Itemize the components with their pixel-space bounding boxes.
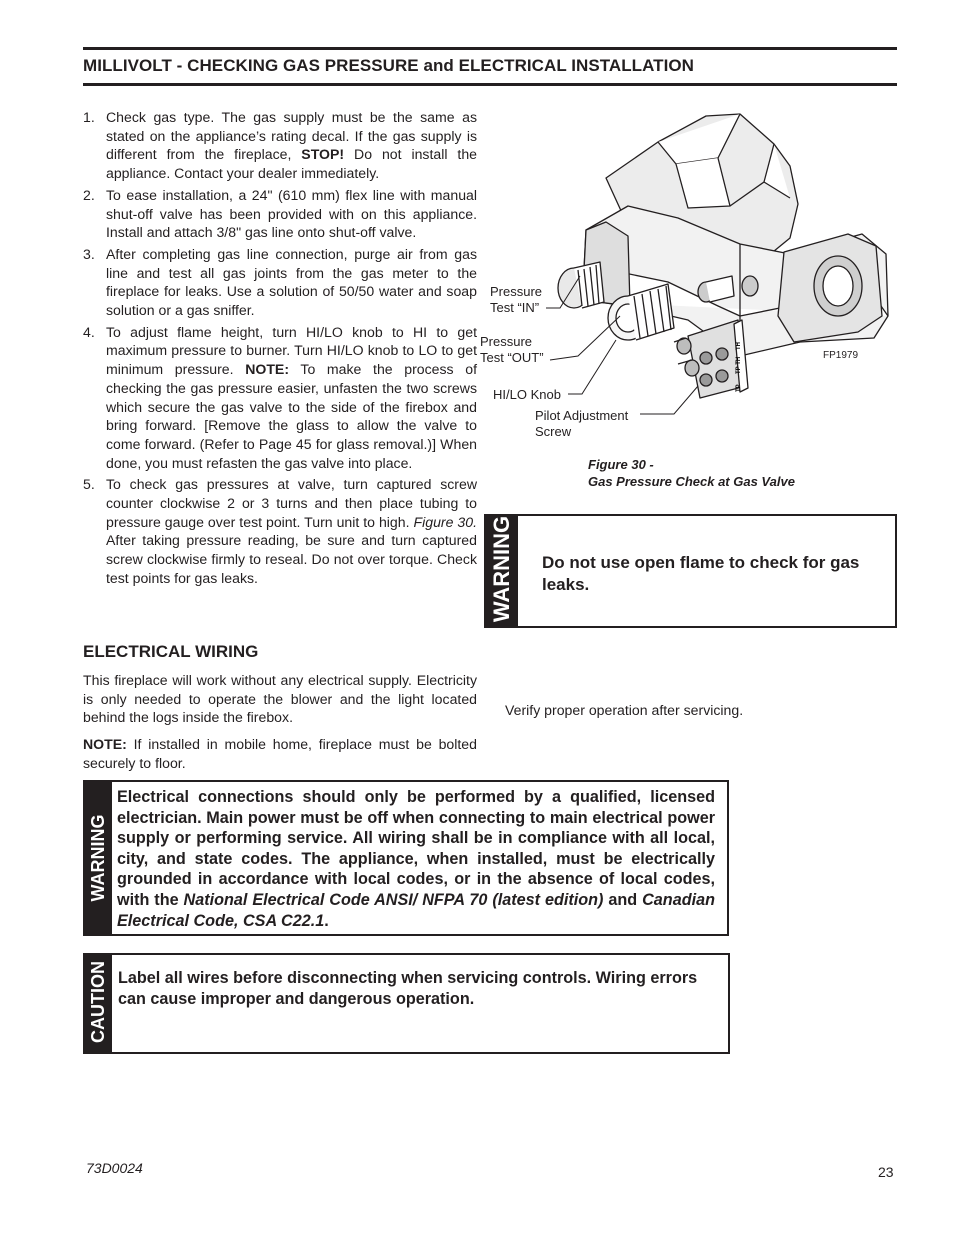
terminal-label: TH xyxy=(736,342,742,350)
electrical-note xyxy=(83,735,477,772)
step-number: 4. xyxy=(83,323,95,340)
verify-operation-text: Verify proper operation after servicing. xyxy=(505,702,744,718)
figure-caption: Figure 30 - Gas Pressure Check at Gas Valve xyxy=(588,457,795,489)
step-number: 1. xyxy=(83,109,95,125)
caution-box xyxy=(83,953,730,1054)
warning-text: Electrical connections should only be performed by a qualified, licensed electrician. Main power must be off when connecting to main electrical power supply or performing service. All wiring shall be in compliance with all local, city, and state codes. The appliance, when installed, must be electrically grounded in accordance with local codes, or in the absence of local codes, with the National Electrical Code ANSI/ NFPA 70 (latest edition) and Canadian Electrical Code, CSA C22.1. xyxy=(117,788,715,930)
step-item xyxy=(83,245,477,320)
step-item xyxy=(83,323,477,473)
step-number: 5. xyxy=(83,476,95,493)
step-item xyxy=(83,475,477,587)
step-text: To adjust flame height, turn HI/LO knob to HI to get maximum pressure to burner. Turn HI/LO knob to LO to get minimum pressure. NOTE: To make the process of checking the gas pressure easier, unfasten the two screws which secure the gas valve to the side of the firebox and bring forward. [Remove the glass to allow the valve to come forward. (Refer to Page 45 for glass removal.)] When done, you must refasten the gas valve into place. xyxy=(106,323,477,471)
warning-band xyxy=(85,782,112,934)
terminal-label: TP xyxy=(736,384,742,392)
label-pressure-test-in: Pressure Test “IN” xyxy=(490,284,543,315)
caution-text: Label all wires before disconnecting when servicing controls. Wiring errors can cause improper and dangerous operation. xyxy=(118,969,698,1008)
warning-band-label: WARNING xyxy=(489,515,514,623)
warning-box-electrical xyxy=(83,780,729,936)
step-text: Check gas type. The gas supply must be the same as stated on the appliance’s rating decal. If the gas supply is different from the fireplace, STOP! Do not install the appliance. Contact your dealer immediately. xyxy=(106,109,477,182)
instruction-steps xyxy=(83,108,477,591)
figure-code: FP1979 xyxy=(823,350,859,361)
label-pressure-test-out: Pressure Test “OUT” xyxy=(480,334,544,365)
header-bottom-rule xyxy=(83,83,897,86)
warning-box-open-flame xyxy=(484,514,897,628)
caution-band xyxy=(85,955,112,1052)
label-hilo-knob: HI/LO Knob xyxy=(493,387,561,402)
step-text: To check gas pressures at valve, turn captured screw counter clockwise 2 or 3 turns and then place tubing to pressure gauge over test point. Turn unit to high. Figure 30. After taking pressure reading, be sure and turn captured screw clockwise firmly to reseal. Do not over torque. Check test points for gas leaks. xyxy=(106,476,477,586)
step-number: 2. xyxy=(83,186,95,203)
step-number: 3. xyxy=(83,245,95,262)
warning-band-label: WARNING xyxy=(88,814,108,902)
terminal-labels xyxy=(736,342,742,392)
step-item xyxy=(83,186,477,242)
section-title-electrical: ELECTRICAL WIRING xyxy=(83,642,259,661)
document-code: 73D0024 xyxy=(86,1160,143,1176)
terminal-label: TP TH xyxy=(736,356,742,374)
note-text: If installed in mobile home, fireplace must be bolted securely to floor. xyxy=(83,736,477,771)
step-text: To ease installation, a 24" (610 mm) flex line with manual shut-off valve has been provided with on this appliance. Install and attach 3/8" gas line onto shut-off valve. xyxy=(106,186,477,241)
page-title: MILLIVOLT - CHECKING GAS PRESSURE and ELECTRICAL INSTALLATION xyxy=(83,56,694,75)
warning-band xyxy=(486,516,518,626)
step-item xyxy=(83,108,477,183)
warning-text: Do not use open flame to check for gas leaks. xyxy=(542,553,860,594)
gas-valve-figure xyxy=(478,106,898,466)
label-pilot-adjustment-screw: Pilot Adjustment Screw xyxy=(535,408,629,439)
caution-band-label: CAUTION xyxy=(88,961,108,1043)
note-label: NOTE: xyxy=(83,736,127,752)
electrical-paragraph: This fireplace will work without any electrical supply. Electricity is only needed to operate the blower and the light located behind the logs inside the firebox. xyxy=(83,672,477,726)
page-number: 23 xyxy=(878,1164,894,1180)
header-top-rule xyxy=(83,47,897,50)
step-text: After completing gas line connection, purge air from gas line and test all gas joints from the gas meter to the fireplace for leaks. Use a solution of 50/50 water and soap solution or a gas sniffer. xyxy=(106,245,477,319)
